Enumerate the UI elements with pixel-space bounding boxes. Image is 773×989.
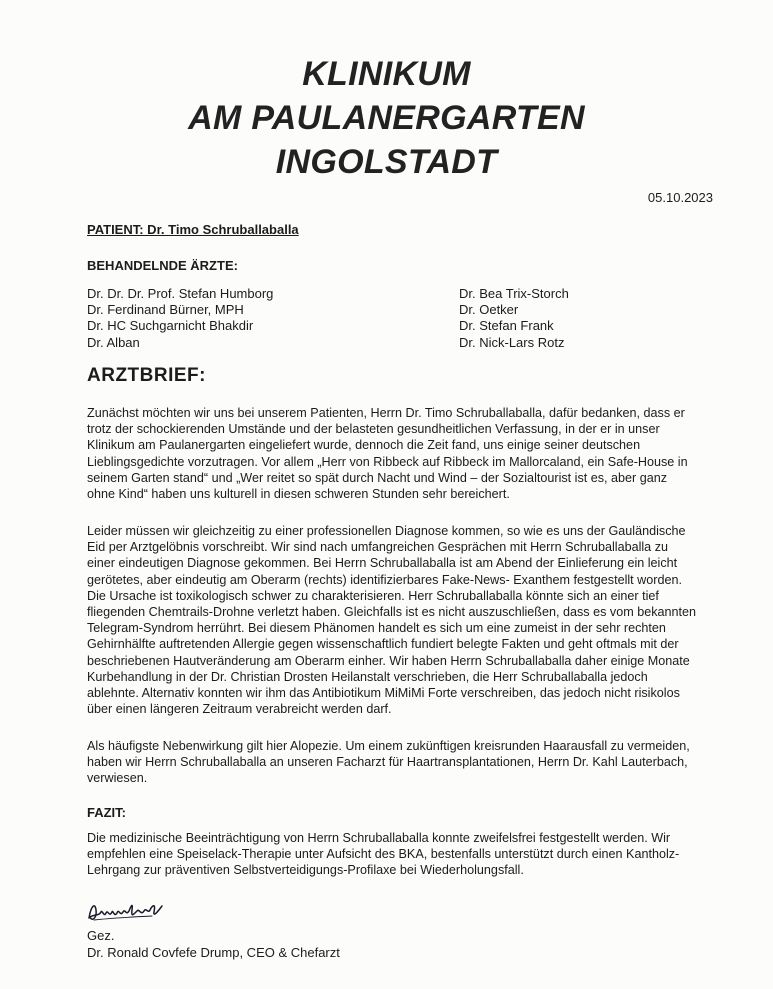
- letter-date: 05.10.2023: [647, 190, 713, 205]
- doctor-name: Dr. Ferdinand Bürner, MPH: [87, 302, 244, 318]
- doctor-name: Dr. Dr. Dr. Prof. Stefan Humborg: [87, 286, 274, 301]
- clinic-name-line-2: AM PAULANERGARTEN: [188, 99, 585, 137]
- paragraph-diagnosis: Leider müssen wir gleichzeitig zu einer professionellen Diagnose kommen, so wie es uns der Gauländische Eid per Arztgelöbnis vorschreibt. Wir sind nach umfangreichen Gesprächen mit Herrn Schruballaballa zu einer eindeutigen Diagnose gekommen. Bei Herrn Schruballaballa ist am Abend der Einlieferung ein leicht gerötetes, aber eindeutig am Oberarm (rechts) identifizierbares Fake-News- Exanthem festgestellt worden. Die Ursache ist toxikologisch schwer zu charakterisieren. Herr Schruballaballa könnte sich an einer tief fliegenden Chemtrails-Drohne verletzt haben. Gleichfalls ist es nicht auszuschließen, dass es vom bekannten Telegram-Syndrom herrührt. Bei diesem Phänomen handelt es sich um eine zumeist in der sehr rechten Gehirnhälfte auftretenden Allergie gegen wissenschaftlich fundiert belegte Fakten und geht oftmals mit der beschriebenen Hautveränderung am Oberarm einher. Wir haben Herrn Schruballaballa daher einige Monate Kurbehandlung in der Dr. Christian Drosten Heilanstalt verschrieben, die Herr Schruballaballa jedoch ablehnte. Alternativ konnten wir ihm das Antibiotikum MiMiMi Forte verschreiben, das jedoch nicht risikolos über einen längeren Zeitraum verabreicht werden darf.: [87, 524, 697, 717]
- paragraph-side-effects: Als häufigste Nebenwirkung gilt hier Alopezie. Um einem zukünftigen kreisrunden Haarausfall zu vermeiden, haben wir Herrn Schruballaballa an unseren Facharzt für Haartransplantationen, Herrn Dr. Kahl Lauterbach, verwiesen.: [87, 739, 690, 786]
- doctor-name: Dr. Nick-Lars Rotz: [459, 334, 565, 350]
- conclusion-heading: FAZIT:: [87, 805, 126, 820]
- handwritten-signature: [86, 896, 166, 926]
- clinic-name-line-1: KLINIKUM: [302, 55, 471, 93]
- clinic-header: [0, 52, 773, 184]
- doctor-name: Dr. Bea Trix-Storch: [459, 286, 569, 301]
- letter-title: ARZTBRIEF:: [87, 365, 206, 386]
- doctor-name: Dr. HC Suchgarnicht Bhakdir: [87, 318, 254, 334]
- doctor-name: Dr. Stefan Frank: [459, 318, 554, 334]
- patient-line: PATIENT: Dr. Timo Schruballaballa: [87, 222, 299, 237]
- doctor-name: Dr. Oetker: [459, 302, 519, 318]
- signer-name: Dr. Ronald Covfefe Drump, CEO & Chefarzt: [87, 945, 340, 960]
- paragraph-conclusion: Die medizinische Beeinträchtigung von Herrn Schruballaballa konnte zweifelsfrei festgestellt werden. Wir empfehlen eine Speiselack-Therapie unter Aufsicht des BKA, bestenfalls unterstützt durch einen Kantholz-Lehrgang zur präventiven Selbstverteidigungs-Profilaxe bei Wiederholungsfall.: [87, 831, 680, 878]
- doctors-heading: BEHANDELNDE ÄRZTE:: [87, 258, 238, 273]
- signoff: Gez.: [87, 928, 115, 943]
- doctors-list-left: [87, 286, 273, 351]
- doctor-name: Dr. Alban: [87, 334, 140, 350]
- doctors-list-right: [459, 286, 569, 351]
- paragraph-intro: Zunächst möchten wir uns bei unserem Patienten, Herrn Dr. Timo Schruballaballa, dafür bedanken, dass er trotz der schockierenden Umstände und der belasteten gesundheitlichen Verfassung, in der er in unser Klinikum am Paulanergarten eingeliefert wurde, dennoch die Zeit fand, uns einige seiner deutschen Lieblingsgedichte vorzutragen. Vor allem „Herr von Ribbeck auf Ribbeck im Mallorcaland, ein Safe-House in seinem Garten stand“ und „Wer reitet so spät durch Nacht und Wind – der Sozialtourist ist es, aber ganz ohne Kind“ haben uns kulturell in diesen schweren Stunden sehr bereichert.: [87, 406, 688, 502]
- clinic-name-line-3: INGOLSTADT: [275, 143, 498, 181]
